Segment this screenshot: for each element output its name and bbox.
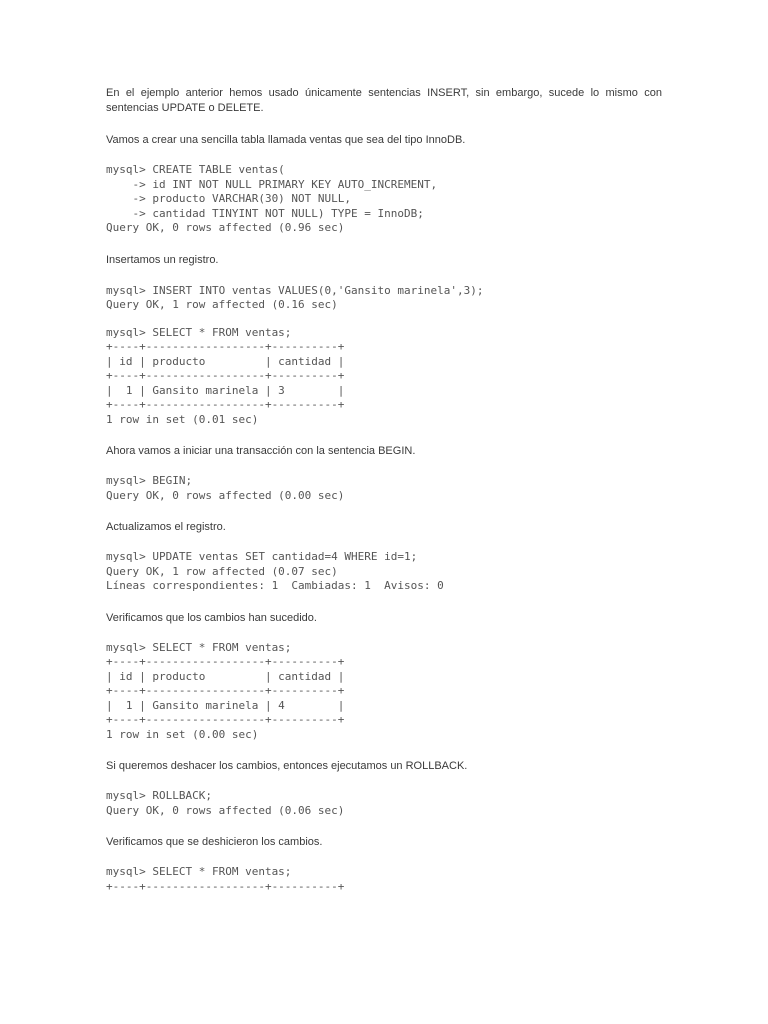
code-line: +----+------------------+----------+ xyxy=(106,684,345,697)
code-line: +----+------------------+----------+ xyxy=(106,713,345,726)
code-line: Query OK, 0 rows affected (0.06 sec) xyxy=(106,803,345,817)
code-line: -> cantidad TINYINT NOT NULL) TYPE = InnoDB; xyxy=(106,206,424,220)
code-line: Query OK, 1 row affected (0.07 sec) xyxy=(106,564,338,578)
insert-code xyxy=(106,284,662,313)
code-line: +----+------------------+----------+ xyxy=(106,879,345,893)
code-line: | 1 | Gansito marinela | 3 | xyxy=(106,383,345,397)
code-line: mysql> SELECT * FROM ventas; xyxy=(106,865,292,878)
select-code-1 xyxy=(106,326,662,428)
create-table-paragraph: Vamos a crear una sencilla tabla llamada ventas que sea del tipo InnoDB. xyxy=(106,134,466,146)
create-table-code xyxy=(106,163,662,236)
code-line: -> producto VARCHAR(30) NOT NULL, xyxy=(106,192,352,205)
code-line: +----+------------------+----------+ xyxy=(106,398,345,411)
code-line: +----+------------------+----------+ xyxy=(106,369,345,382)
code-line: -> id INT NOT NULL PRIMARY KEY AUTO_INCREMENT, xyxy=(106,177,438,191)
update-code xyxy=(106,550,662,594)
update-paragraph: Actualizamos el registro. xyxy=(106,521,226,533)
document-page xyxy=(106,86,662,894)
code-line: | id | producto | cantidad | xyxy=(106,354,345,368)
code-line: mysql> SELECT * FROM ventas; xyxy=(106,325,292,339)
code-line: Query OK, 1 row affected (0.16 sec) xyxy=(106,298,338,311)
rollback-paragraph: Si queremos deshacer los cambios, entonces ejecutamos un ROLLBACK. xyxy=(106,760,468,772)
code-line: Query OK, 0 rows affected (0.00 sec) xyxy=(106,488,345,502)
code-line: mysql> BEGIN; xyxy=(106,474,193,487)
insert-paragraph: Insertamos un registro. xyxy=(106,253,219,266)
code-line: 1 row in set (0.01 sec) xyxy=(106,412,259,426)
undo-verify-paragraph: Verificamos que se deshicieron los cambios. xyxy=(106,836,323,848)
code-line: mysql> UPDATE ventas SET cantidad=4 WHERE id=1; xyxy=(106,550,418,563)
code-line: +----+------------------+----------+ xyxy=(106,655,345,668)
begin-code xyxy=(106,474,662,503)
intro-paragraph: En el ejemplo anterior hemos usado únicamente sentencias INSERT, sin embargo, sucede lo mismo con sentencias UPDATE o DELETE. xyxy=(106,87,662,114)
rollback-code xyxy=(106,789,662,818)
code-line: mysql> CREATE TABLE ventas( xyxy=(106,163,285,176)
code-line: | 1 | Gansito marinela | 4 | xyxy=(106,698,345,712)
code-line: +----+------------------+----------+ xyxy=(106,340,345,353)
select-code-2 xyxy=(106,641,662,743)
code-line: | id | producto | cantidad | xyxy=(106,669,345,683)
code-line: Líneas correspondientes: 1 Cambiadas: 1 Avisos: 0 xyxy=(106,579,444,592)
verify-paragraph: Verificamos que los cambios han sucedido. xyxy=(106,611,317,624)
begin-paragraph: Ahora vamos a iniciar una transacción con la sentencia BEGIN. xyxy=(106,445,416,457)
code-line: Query OK, 0 rows affected (0.96 sec) xyxy=(106,221,345,234)
code-line: 1 row in set (0.00 sec) xyxy=(106,727,259,741)
code-line: mysql> ROLLBACK; xyxy=(106,789,212,802)
code-line: mysql> SELECT * FROM ventas; xyxy=(106,640,292,654)
select-code-3 xyxy=(106,865,662,894)
code-line: mysql> INSERT INTO ventas VALUES(0,'Gansito marinela',3); xyxy=(106,283,484,297)
